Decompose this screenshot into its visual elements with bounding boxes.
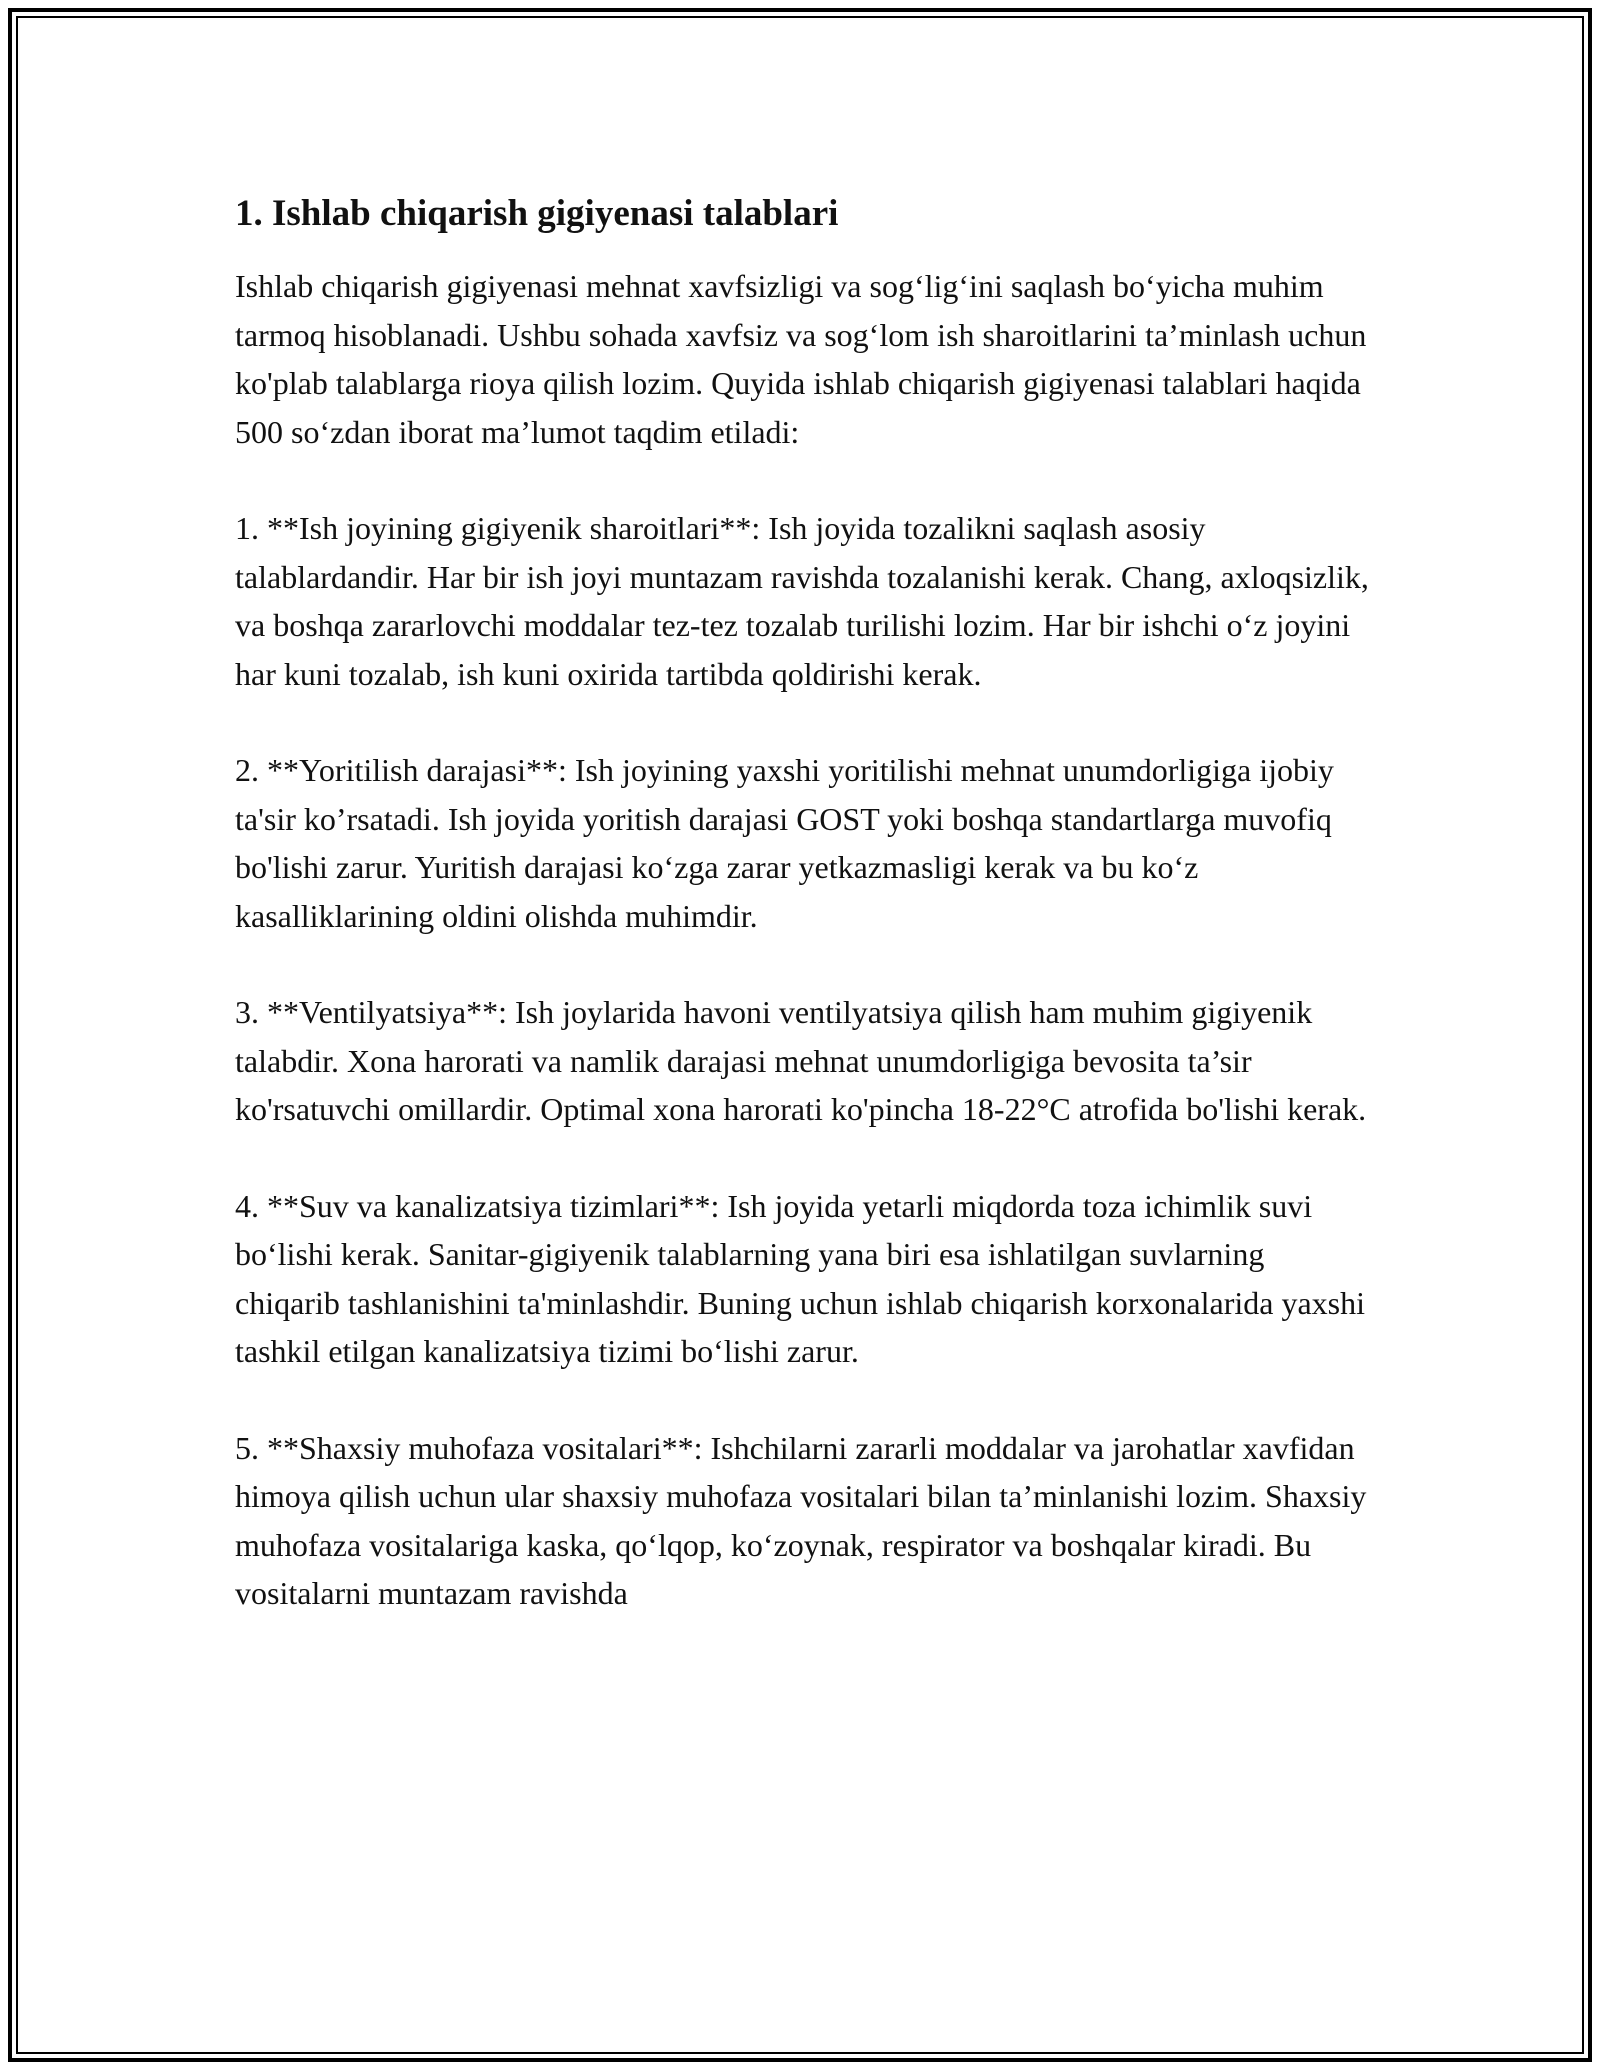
paragraph-lighting: 2. **Yoritilish darajasi**: Ish joyining yaxshi yoritilishi mehnat unumdorligiga ijobiy ta'sir ko’rsatadi. Ish joyida yoritish darajasi GOST yoki boshqa standartlarga muvofiq bo'lishi zarur. Yuritish darajasi ko‘zga zarar yetkazmasligi kerak va bu ko‘z kasalliklarining oldini olishda muhimdir. (235, 752, 1334, 934)
paragraph-ventilation: 3. **Ventilyatsiya**: Ish joylarida havoni ventilyatsiya qilish ham muhim gigiyenik talabdir. Xona harorati va namlik darajasi mehnat unumdorligiga bevosita ta’sir ko'rsatuvchi omillardir. Optimal xona harorati ko'pincha 18-22°C atrofida bo'lishi kerak. (235, 994, 1367, 1127)
paragraph-personal-protection: 5. **Shaxsiy muhofaza vositalari**: Ishchilarni zararli moddalar va jarohatlar xavfidan himoya qilish uchun ular shaxsiy muhofaza vositalari bilan ta’minlanishi lozim. Shaxsiy muhofaza vositalariga kaska, qo‘lqop, ko‘zoynak, respirator va boshqalar kiradi. Bu vositalarni muntazam ravishda (235, 1429, 1367, 1611)
intro-paragraph: Ishlab chiqarish gigiyenasi mehnat xavfsizligi va sog‘lig‘ini saqlash bo‘yicha muhim tarmoq hisoblanadi. Ushbu sohada xavfsiz va sog‘lom ish sharoitlarini ta’minlash uchun ko'plab talablarga rioya qilish lozim. Quyida ishlab chiqarish gigiyenasi talablari haqida 500 so‘zdan iborat ma’lumot taqdim etiladi: (235, 268, 1367, 450)
paragraph-water-sewerage: 4. **Suv va kanalizatsiya tizimlari**: Ish joyida yetarli miqdorda toza ichimlik suvi bo‘lishi kerak. Sanitar-gigiyenik talablarning yana biri esa ishlatilgan suvlarning chiqarib tashlanishini ta'minlashdir. Buning uchun ishlab chiqarish korxonalarida yaxshi tashkil etilgan kanalizatsiya tizimi bo‘lishi zarur. (235, 1187, 1365, 1369)
paragraph-workplace-hygiene: 1. **Ish joyining gigiyenik sharoitlari**: Ish joyida tozalikni saqlash asosiy talablardandir. Har bir ish joyi muntazam ravishda tozalanishi kerak. Chang, axloqsizlik, va boshqa zararlovchi moddalar tez-tez tozalab turilishi lozim. Har bir ishchi o‘z joyini har kuni tozalab, ish kuni oxirida tartibda qoldirishi kerak. (235, 510, 1369, 692)
document-body (235, 188, 1370, 1666)
section-heading: 1. Ishlab chiqarish gigiyenasi talablari (235, 193, 839, 234)
